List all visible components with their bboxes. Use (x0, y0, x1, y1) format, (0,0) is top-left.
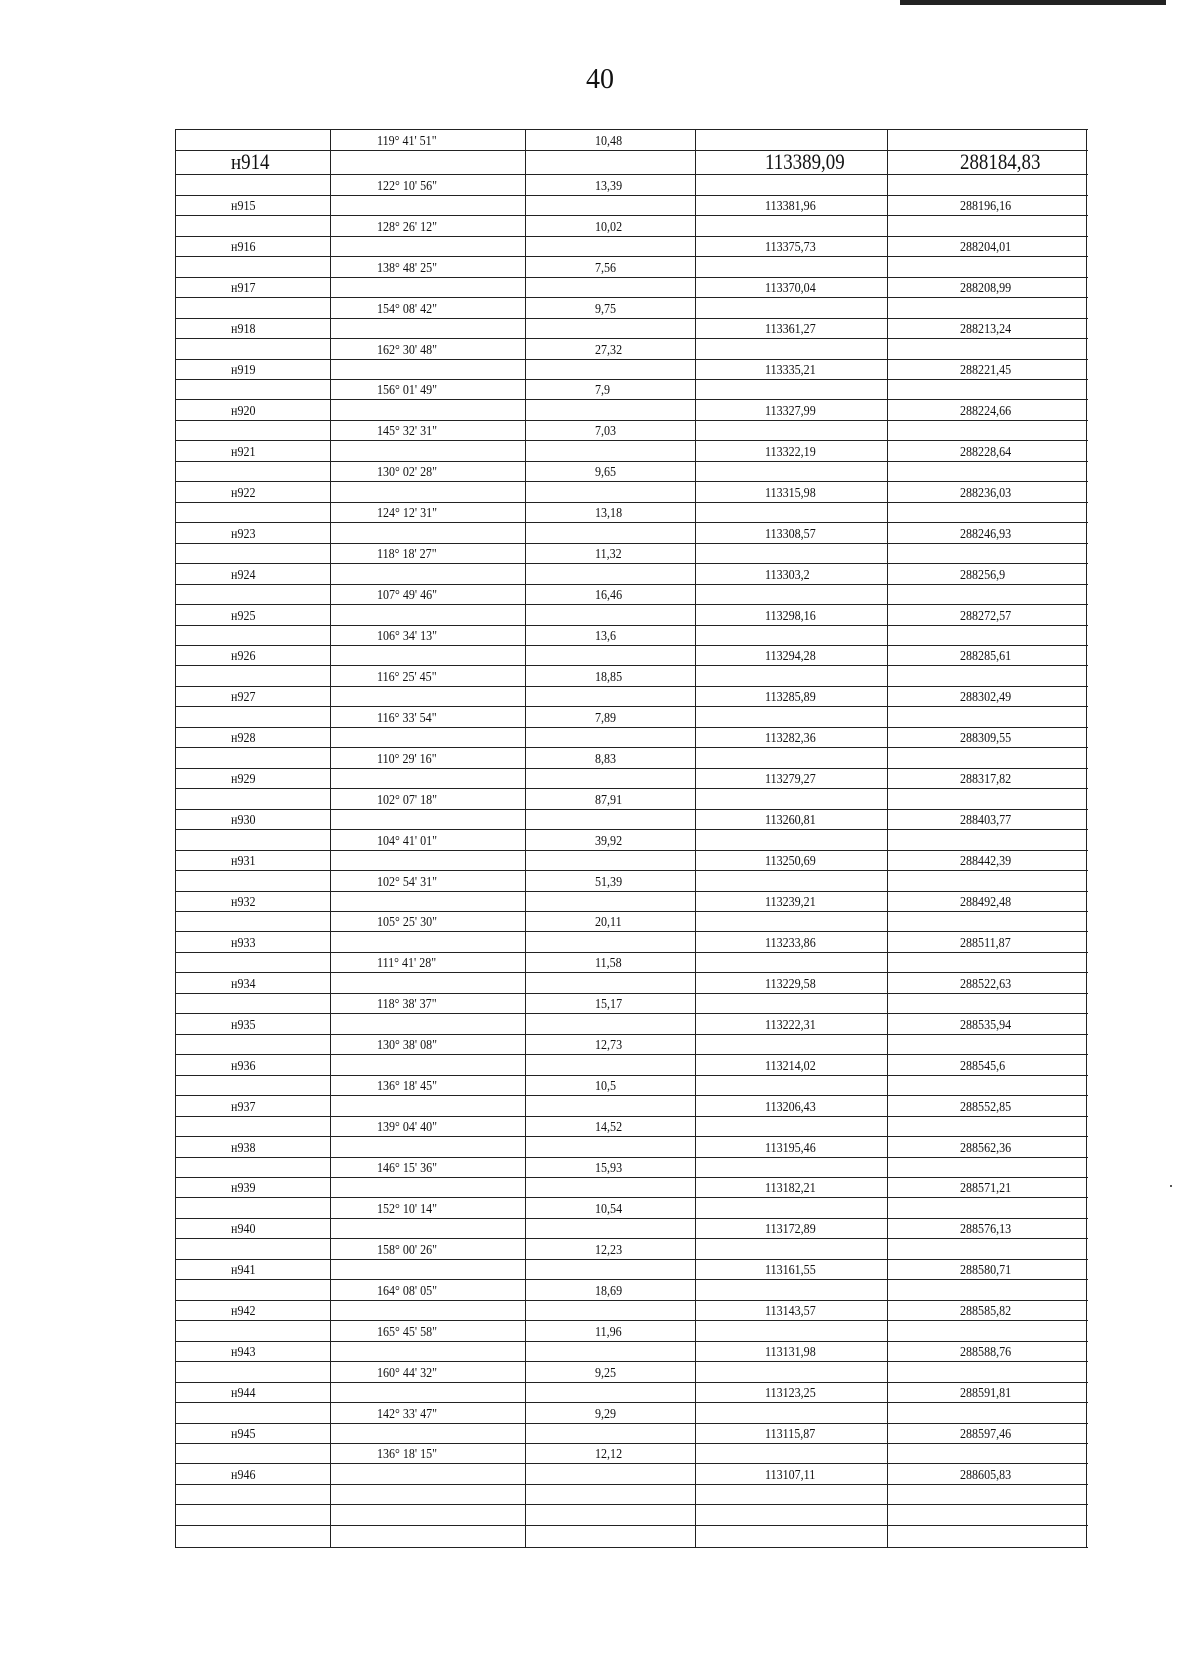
column-divider (1086, 129, 1087, 1547)
row-divider (175, 502, 1088, 503)
point-name: н941 (231, 1263, 256, 1278)
row-divider (175, 563, 1088, 564)
coordinate-y: 288522,63 (960, 977, 1012, 992)
coordinate-x: 113282,36 (765, 731, 816, 746)
coordinate-x: 113115,87 (765, 1427, 816, 1442)
segment-length: 11,96 (595, 1325, 622, 1340)
coordinate-y: 288492,48 (960, 895, 1012, 910)
point-name: н917 (231, 281, 256, 296)
direction-angle: 136° 18' 15" (377, 1447, 438, 1462)
segment-length: 9,25 (595, 1366, 617, 1381)
segment-length: 10,02 (595, 220, 623, 235)
row-divider (175, 891, 1088, 892)
row-divider (175, 379, 1088, 380)
point-name: н914 (231, 149, 270, 174)
row-divider (175, 1238, 1088, 1239)
coordinate-x: 113222,31 (765, 1018, 816, 1033)
row-divider (175, 129, 1088, 130)
row-divider (175, 1013, 1088, 1014)
row-divider (175, 1300, 1088, 1301)
row-divider (175, 420, 1088, 421)
segment-length: 51,39 (595, 875, 623, 890)
row-divider (175, 809, 1088, 810)
coordinate-x: 113308,57 (765, 527, 816, 542)
row-divider (175, 1504, 1088, 1505)
point-name: н922 (231, 486, 256, 501)
coordinate-x: 113298,16 (765, 609, 816, 624)
row-divider (175, 1197, 1088, 1198)
coordinate-y: 288204,01 (960, 240, 1012, 255)
coordinate-x: 113143,57 (765, 1304, 816, 1319)
row-divider (175, 1095, 1088, 1096)
segment-length: 13,18 (595, 506, 623, 521)
row-divider (175, 972, 1088, 973)
coordinate-y: 288224,66 (960, 404, 1012, 419)
direction-angle: 130° 38' 08" (377, 1038, 438, 1053)
point-name: н946 (231, 1468, 256, 1483)
coordinate-y: 288442,39 (960, 854, 1012, 869)
row-divider (175, 236, 1088, 237)
row-divider (175, 1075, 1088, 1076)
segment-length: 7,56 (595, 261, 617, 276)
row-divider (175, 1361, 1088, 1362)
segment-length: 9,29 (595, 1407, 617, 1422)
scan-speck (1170, 1185, 1172, 1187)
direction-angle: 128° 26' 12" (377, 220, 438, 235)
point-name: н939 (231, 1181, 256, 1196)
coordinate-y: 288285,61 (960, 649, 1012, 664)
coordinate-y: 288535,94 (960, 1018, 1012, 1033)
row-divider (175, 1116, 1088, 1117)
row-divider (175, 277, 1088, 278)
coordinate-y: 288272,57 (960, 609, 1012, 624)
row-divider (175, 788, 1088, 789)
direction-angle: 118° 38' 37" (377, 997, 437, 1012)
coordinate-x: 113370,04 (765, 281, 816, 296)
coordinate-y: 288585,82 (960, 1304, 1012, 1319)
coordinate-y: 288403,77 (960, 813, 1012, 828)
coordinate-y: 288309,55 (960, 731, 1012, 746)
coordinate-y: 288552,85 (960, 1100, 1012, 1115)
segment-length: 13,6 (595, 629, 617, 644)
coordinate-x: 113322,19 (765, 445, 816, 460)
row-divider (175, 195, 1088, 196)
direction-angle: 102° 54' 31" (377, 875, 438, 890)
segment-length: 13,39 (595, 179, 623, 194)
direction-angle: 165° 45' 58" (377, 1325, 438, 1340)
row-divider (175, 461, 1088, 462)
row-divider (175, 584, 1088, 585)
coordinate-x: 113361,27 (765, 322, 816, 337)
segment-length: 12,73 (595, 1038, 623, 1053)
row-divider (175, 727, 1088, 728)
row-divider (175, 481, 1088, 482)
row-divider (175, 952, 1088, 953)
coordinate-x: 113327,99 (765, 404, 816, 419)
row-divider (175, 1484, 1088, 1485)
coordinate-y: 288184,83 (960, 149, 1041, 174)
segment-length: 12,12 (595, 1447, 623, 1462)
row-divider (175, 174, 1088, 175)
row-divider (175, 1259, 1088, 1260)
coordinate-y: 288576,13 (960, 1222, 1012, 1237)
direction-angle: 111° 41' 28" (377, 956, 437, 971)
point-name: н942 (231, 1304, 256, 1319)
coordinate-x: 113375,73 (765, 240, 816, 255)
direction-angle: 138° 48' 25" (377, 261, 438, 276)
point-name: н943 (231, 1345, 256, 1360)
row-divider (175, 706, 1088, 707)
point-name: н929 (231, 772, 256, 787)
point-name: н930 (231, 813, 256, 828)
row-divider (175, 1136, 1088, 1137)
coordinate-y: 288545,6 (960, 1059, 1006, 1074)
segment-length: 11,58 (595, 956, 622, 971)
point-name: н927 (231, 690, 256, 705)
direction-angle: 160° 44' 32" (377, 1366, 438, 1381)
point-name: н923 (231, 527, 256, 542)
point-name: н945 (231, 1427, 256, 1442)
coordinate-x: 113285,89 (765, 690, 816, 705)
segment-length: 9,65 (595, 465, 617, 480)
row-divider (175, 440, 1088, 441)
direction-angle: 106° 34' 13" (377, 629, 438, 644)
coordinate-x: 113206,43 (765, 1100, 816, 1115)
coordinate-x: 113229,58 (765, 977, 816, 992)
row-divider (175, 747, 1088, 748)
point-name: н940 (231, 1222, 256, 1237)
row-divider (175, 850, 1088, 851)
coordinate-y: 288605,83 (960, 1468, 1012, 1483)
point-name: н932 (231, 895, 256, 910)
coordinate-y: 288511,87 (960, 936, 1011, 951)
coordinate-y: 288580,71 (960, 1263, 1012, 1278)
point-name: н944 (231, 1386, 256, 1401)
coordinate-x: 113303,2 (765, 568, 810, 583)
segment-length: 14,52 (595, 1120, 623, 1135)
row-divider (175, 1341, 1088, 1342)
coordinate-x: 113381,96 (765, 199, 816, 214)
direction-angle: 146° 15' 36" (377, 1161, 438, 1176)
direction-angle: 142° 33' 47" (377, 1407, 438, 1422)
row-divider (175, 870, 1088, 871)
row-divider (175, 318, 1088, 319)
direction-angle: 102° 07' 18" (377, 793, 438, 808)
row-divider (175, 359, 1088, 360)
coordinate-x: 113195,46 (765, 1141, 816, 1156)
segment-length: 7,89 (595, 711, 617, 726)
row-divider (175, 1054, 1088, 1055)
row-divider (175, 297, 1088, 298)
coordinate-y: 288246,93 (960, 527, 1012, 542)
row-divider (175, 338, 1088, 339)
coordinate-y: 288256,9 (960, 568, 1006, 583)
row-divider (175, 665, 1088, 666)
point-name: н921 (231, 445, 256, 460)
row-divider (175, 1382, 1088, 1383)
row-divider (175, 1525, 1088, 1526)
segment-length: 10,54 (595, 1202, 623, 1217)
row-divider (175, 1279, 1088, 1280)
coordinate-x: 113260,81 (765, 813, 816, 828)
direction-angle: 107° 49' 46" (377, 588, 438, 603)
segment-length: 15,93 (595, 1161, 623, 1176)
coordinate-x: 113107,11 (765, 1468, 816, 1483)
page-number: 40 (586, 64, 614, 95)
row-divider (175, 993, 1088, 994)
segment-length: 10,48 (595, 134, 623, 149)
point-name: н918 (231, 322, 256, 337)
direction-angle: 116° 25' 45" (377, 670, 437, 685)
segment-length: 20,11 (595, 915, 622, 930)
row-divider (175, 1463, 1088, 1464)
coordinate-y: 288562,36 (960, 1141, 1012, 1156)
coordinate-x: 113294,28 (765, 649, 816, 664)
coordinate-x: 113250,69 (765, 854, 816, 869)
coordinate-y: 288196,16 (960, 199, 1012, 214)
direction-angle: 139° 04' 40" (377, 1120, 438, 1135)
direction-angle: 116° 33' 54" (377, 711, 437, 726)
column-divider (330, 129, 331, 1547)
direction-angle: 164° 08' 05" (377, 1284, 438, 1299)
direction-angle: 136° 18' 45" (377, 1079, 438, 1094)
coordinate-x: 113315,98 (765, 486, 816, 501)
segment-length: 39,92 (595, 834, 623, 849)
segment-length: 7,9 (595, 383, 611, 398)
segment-length: 9,75 (595, 302, 617, 317)
row-divider (175, 543, 1088, 544)
coordinate-x: 113279,27 (765, 772, 816, 787)
point-name: н925 (231, 609, 256, 624)
direction-angle: 122° 10' 56" (377, 179, 438, 194)
coordinate-y: 288236,03 (960, 486, 1012, 501)
row-divider (175, 1547, 1088, 1548)
row-divider (175, 1177, 1088, 1178)
direction-angle: 162° 30' 48" (377, 343, 438, 358)
point-name: н928 (231, 731, 256, 746)
point-name: н933 (231, 936, 256, 951)
coordinate-y: 288302,49 (960, 690, 1012, 705)
coordinate-x: 113172,89 (765, 1222, 816, 1237)
coordinate-x: 113233,86 (765, 936, 816, 951)
point-name: н936 (231, 1059, 256, 1074)
segment-length: 16,46 (595, 588, 623, 603)
segment-length: 87,91 (595, 793, 623, 808)
direction-angle: 158° 00' 26" (377, 1243, 438, 1258)
direction-angle: 130° 02' 28" (377, 465, 438, 480)
coordinate-x: 113335,21 (765, 363, 816, 378)
column-divider (525, 129, 526, 1547)
row-divider (175, 399, 1088, 400)
segment-length: 18,69 (595, 1284, 623, 1299)
segment-length: 8,83 (595, 752, 617, 767)
coordinate-y: 288213,24 (960, 322, 1012, 337)
segment-length: 15,17 (595, 997, 623, 1012)
row-divider (175, 522, 1088, 523)
point-name: н926 (231, 649, 256, 664)
coordinate-x: 113214,02 (765, 1059, 816, 1074)
row-divider (175, 256, 1088, 257)
row-divider (175, 1218, 1088, 1219)
column-divider (695, 129, 696, 1547)
segment-length: 12,23 (595, 1243, 623, 1258)
direction-angle: 154° 08' 42" (377, 302, 438, 317)
row-divider (175, 829, 1088, 830)
coordinate-x: 113182,21 (765, 1181, 816, 1196)
coordinate-x: 113161,55 (765, 1263, 816, 1278)
direction-angle: 105° 25' 30" (377, 915, 438, 930)
row-divider (175, 150, 1088, 151)
point-name: н931 (231, 854, 256, 869)
column-divider (175, 129, 176, 1547)
direction-angle: 152° 10' 14" (377, 1202, 438, 1217)
row-divider (175, 215, 1088, 216)
coordinate-y: 288228,64 (960, 445, 1012, 460)
direction-angle: 110° 29' 16" (377, 752, 437, 767)
row-divider (175, 1402, 1088, 1403)
column-divider (887, 129, 888, 1547)
row-divider (175, 625, 1088, 626)
row-divider (175, 1320, 1088, 1321)
point-name: н915 (231, 199, 256, 214)
row-divider (175, 911, 1088, 912)
point-name: н937 (231, 1100, 256, 1115)
coordinate-y: 288588,76 (960, 1345, 1012, 1360)
point-name: н919 (231, 363, 256, 378)
direction-angle: 124° 12' 31" (377, 506, 438, 521)
direction-angle: 156° 01' 49" (377, 383, 438, 398)
row-divider (175, 604, 1088, 605)
coordinates-table (175, 129, 1088, 1547)
point-name: н920 (231, 404, 256, 419)
coordinate-y: 288571,21 (960, 1181, 1012, 1196)
top-rule (900, 0, 1166, 5)
coordinate-x: 113389,09 (765, 149, 845, 174)
segment-length: 27,32 (595, 343, 623, 358)
row-divider (175, 1157, 1088, 1158)
direction-angle: 145° 32' 31" (377, 424, 438, 439)
coordinate-y: 288317,82 (960, 772, 1012, 787)
segment-length: 11,32 (595, 547, 622, 562)
direction-angle: 104° 41' 01" (377, 834, 438, 849)
row-divider (175, 768, 1088, 769)
point-name: н916 (231, 240, 256, 255)
coordinate-y: 288208,99 (960, 281, 1012, 296)
row-divider (175, 686, 1088, 687)
coordinate-x: 113123,25 (765, 1386, 816, 1401)
direction-angle: 119° 41' 51" (377, 134, 437, 149)
coordinate-y: 288597,46 (960, 1427, 1012, 1442)
point-name: н924 (231, 568, 256, 583)
row-divider (175, 1423, 1088, 1424)
point-name: н938 (231, 1141, 256, 1156)
coordinate-x: 113131,98 (765, 1345, 816, 1360)
segment-length: 10,5 (595, 1079, 617, 1094)
coordinate-y: 288591,81 (960, 1386, 1012, 1401)
point-name: н934 (231, 977, 256, 992)
segment-length: 7,03 (595, 424, 617, 439)
coordinate-y: 288221,45 (960, 363, 1012, 378)
segment-length: 18,85 (595, 670, 623, 685)
row-divider (175, 1443, 1088, 1444)
row-divider (175, 1034, 1088, 1035)
row-divider (175, 645, 1088, 646)
direction-angle: 118° 18' 27" (377, 547, 437, 562)
coordinate-x: 113239,21 (765, 895, 816, 910)
point-name: н935 (231, 1018, 256, 1033)
row-divider (175, 931, 1088, 932)
